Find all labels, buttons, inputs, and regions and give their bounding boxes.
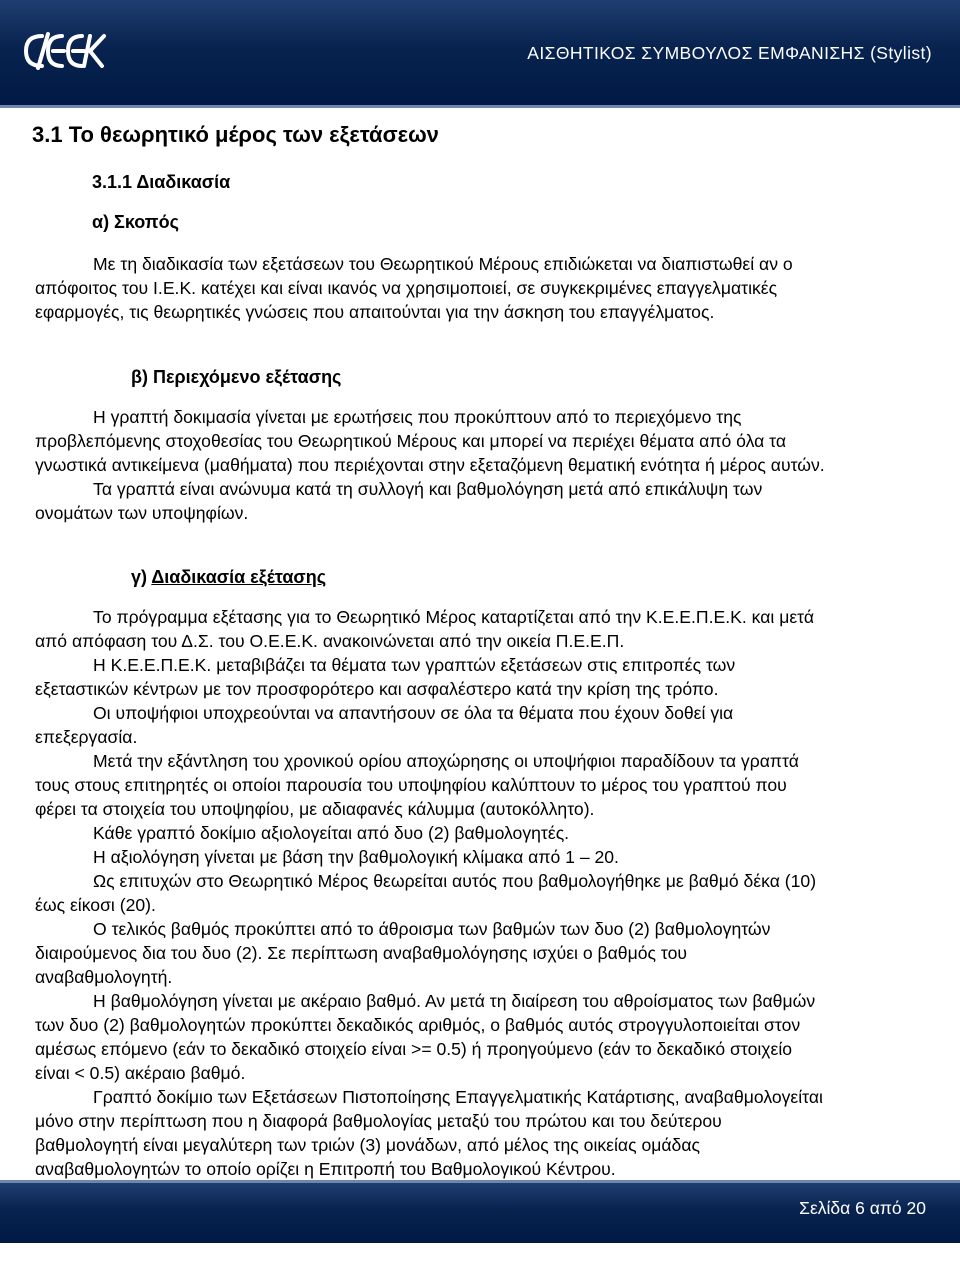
text-line: Η βαθμολόγηση γίνεται με ακέραιο βαθμό. Αν μετά τη διαίρεση του αθροίσματος των βαθμών [93, 991, 816, 1011]
text-line: Με τη διαδικασία των εξετάσεων του Θεωρητικού Μέρους επιδιώκεται να διαπιστωθεί αν ο [93, 254, 793, 274]
text-line: είναι < 0.5) ακέραιο βαθμό. [35, 1063, 246, 1083]
text-line: φέρει τα στοιχεία του υποψηφίου, με αδιαφανές κάλυμμα (αυτοκόλλητο). [35, 799, 595, 819]
text-line: εξεταστικών κέντρων με τον προσφορότερο και ασφαλέστερο κατά την κρίση της τρόπο. [35, 679, 719, 699]
header-title: ΑΙΣΘΗΤΙΚΟΣ ΣΥΜΒΟΥΛΟΣ ΕΜΦΑΝΙΣΗΣ (Stylist) [527, 43, 932, 63]
text-line: Γραπτό δοκίμιο των Εξετάσεων Πιστοποίησης Επαγγελματικής Κατάρτισης, αναβαθμολογείται [93, 1087, 823, 1107]
section-title: 3.1 Το θεωρητικό μέρος των εξετάσεων [32, 122, 439, 147]
heading-purpose: α) Σκοπός [92, 212, 179, 232]
text-line: Μετά την εξάντληση του χρονικού ορίου αποχώρησης οι υποψήφιοι παραδίδουν τα γραπτά [93, 751, 799, 771]
text-line: έως είκοσι (20). [35, 895, 156, 915]
text-line: προβλεπόμενης στοχοθεσίας του Θεωρητικού Μέρους και μπορεί να περιέχει θέματα από όλα τα [35, 431, 787, 451]
text-line: Ο τελικός βαθμός προκύπτει από το άθροισμα των βαθμών των δυο (2) βαθμολογητών [93, 919, 771, 939]
text-line: Η γραπτή δοκιμασία γίνεται με ερωτήσεις που προκύπτουν από το περιεχόμενο της [93, 407, 742, 427]
heading-procedure: γ) Διαδικασία εξέτασης [131, 567, 327, 587]
text-line: Το πρόγραμμα εξέτασης για το Θεωρητικό Μέρος καταρτίζεται από την Κ.Ε.Ε.Π.Ε.Κ. και μετά [93, 607, 815, 627]
text-line: επεξεργασία. [35, 727, 138, 747]
text-line: από απόφαση του Δ.Σ. του Ο.Ε.Ε.Κ. ανακοινώνεται από την οικεία Π.Ε.Ε.Π. [35, 631, 625, 651]
text-line: Τα γραπτά είναι ανώνυμα κατά τη συλλογή και βαθμολόγηση μετά από επικάλυψη των [93, 479, 763, 499]
text-line: διαιρούμενος δια του δυο (2). Σε περίπτωση αναβαθμολόγησης ισχύει ο βαθμός του [35, 943, 687, 963]
ceek-logo-icon [20, 28, 112, 74]
page-header [0, 0, 960, 108]
text-line: βαθμολογητή είναι μεγαλύτερη των τριών (3) μονάδων, από μέλος της οικείας ομάδας [35, 1135, 700, 1155]
text-line: απόφοιτος του Ι.Ε.Κ. κατέχει και είναι ικανός να χρησιμοποιεί, σε συγκεκριμένες επαγγελματικές [35, 278, 778, 298]
text-line: αναβαθμολογητών το οποίο ορίζει η Επιτροπή του Βαθμολογικού Κέντρου. [35, 1159, 616, 1179]
text-line: των δυο (2) βαθμολογητών προκύπτει δεκαδικός αριθμός, ο βαθμός αυτός στρογγυλοποιείται στον [35, 1015, 801, 1035]
subsection-title: 3.1.1 Διαδικασία [92, 172, 231, 192]
text-line: Ως επιτυχών στο Θεωρητικό Μέρος θεωρείται αυτός που βαθμολογήθηκε με βαθμό δέκα (10) [93, 871, 817, 891]
text-line: Κάθε γραπτό δοκίμιο αξιολογείται από δυο (2) βαθμολογητές. [93, 823, 570, 843]
text-line: αναβαθμολογητή. [35, 967, 173, 987]
text-line: τους στους επιτηρητές οι οποίοι παρουσία του υποψηφίου καλύπτουν το μέρος του γραπτού που [35, 775, 787, 795]
text-line: Η αξιολόγηση γίνεται με βάση την βαθμολογική κλίμακα από 1 – 20. [93, 847, 619, 867]
text-line: Η Κ.Ε.Ε.Π.Ε.Κ. μεταβιβάζει τα θέματα των γραπτών εξετάσεων στις επιτροπές των [93, 655, 736, 675]
text-line: γνωστικά αντικείμενα (μαθήματα) που περιέχονται στην εξεταζόμενη θεματική ενότητα ή μέρος αυτών. [35, 455, 825, 475]
text-line: αμέσως επόμενο (εάν το δεκαδικό στοιχείο είναι >= 0.5) ή προηγούμενο (εάν το δεκαδικό στοιχείο [35, 1039, 793, 1059]
text-line: εφαρμογές, τις θεωρητικές γνώσεις που απαιτούνται για την άσκηση του επαγγέλματος. [35, 302, 715, 322]
text-line: μόνο στην περίπτωση που η διαφορά βαθμολογίας μεταξύ του πρώτου και του δεύτερου [35, 1111, 722, 1131]
page-number: Σελίδα 6 από 20 [799, 1198, 926, 1218]
heading-content: β) Περιεχόμενο εξέτασης [131, 367, 342, 387]
text-line: ονομάτων των υποψηφίων. [35, 503, 249, 523]
text-line: Οι υποψήφιοι υποχρεούνται να απαντήσουν σε όλα τα θέματα που έχουν δοθεί για [93, 703, 734, 723]
page-footer [0, 1180, 960, 1243]
